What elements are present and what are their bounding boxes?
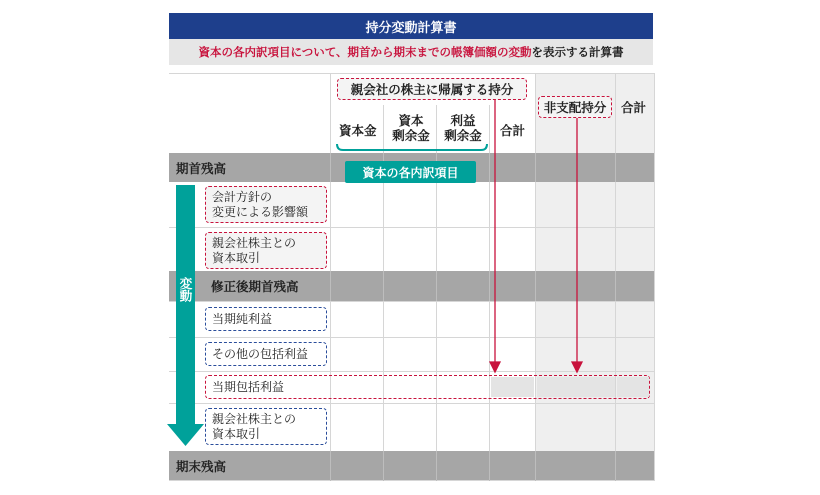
net-income-text: 当期純利益 <box>212 311 273 326</box>
header-total: 合計 <box>621 100 647 115</box>
subtitle-rest: を表示する計算書 <box>531 45 624 59</box>
title-text: 持分変動計算書 <box>365 20 457 36</box>
row-closing-balance: 期末残高 <box>176 459 227 474</box>
components-label-text: 資本の各内訳項目 <box>362 165 459 180</box>
policy-line2: 変更による影響額 <box>212 205 309 219</box>
header-capital-surplus-line2: 剰余金 <box>392 128 430 143</box>
owner-tx2-line2: 資本取引 <box>212 427 261 441</box>
oci-text: その他の包括利益 <box>212 346 309 361</box>
row-restated-opening: 修正後期首残高 <box>211 279 299 294</box>
subtitle-emphasis: 資本の各内訳項目について、期首から期末までの帳簿価額の変動 <box>198 45 532 59</box>
owner-tx1-line1: 親会社株主との <box>212 236 297 250</box>
header-capital-surplus-line1: 資本 <box>398 113 424 128</box>
header-capital: 資本金 <box>339 123 377 138</box>
header-subtotal: 合計 <box>500 123 526 138</box>
header-retained-line1: 利益 <box>450 113 476 128</box>
change-side-text: 変動 <box>178 277 193 302</box>
header-retained-line2: 剰余金 <box>444 128 482 143</box>
parent-equity-label: 親会社の株主に帰属する持分 <box>350 81 514 97</box>
nci-label: 非支配持分 <box>543 99 607 115</box>
owner-tx2-line1: 親会社株主との <box>212 412 297 426</box>
row-opening-balance: 期首残高 <box>176 161 227 176</box>
owner-tx1-line2: 資本取引 <box>212 251 261 265</box>
comprehensive-text: 当期包括利益 <box>212 379 285 394</box>
policy-line1: 会計方針の <box>212 190 273 204</box>
